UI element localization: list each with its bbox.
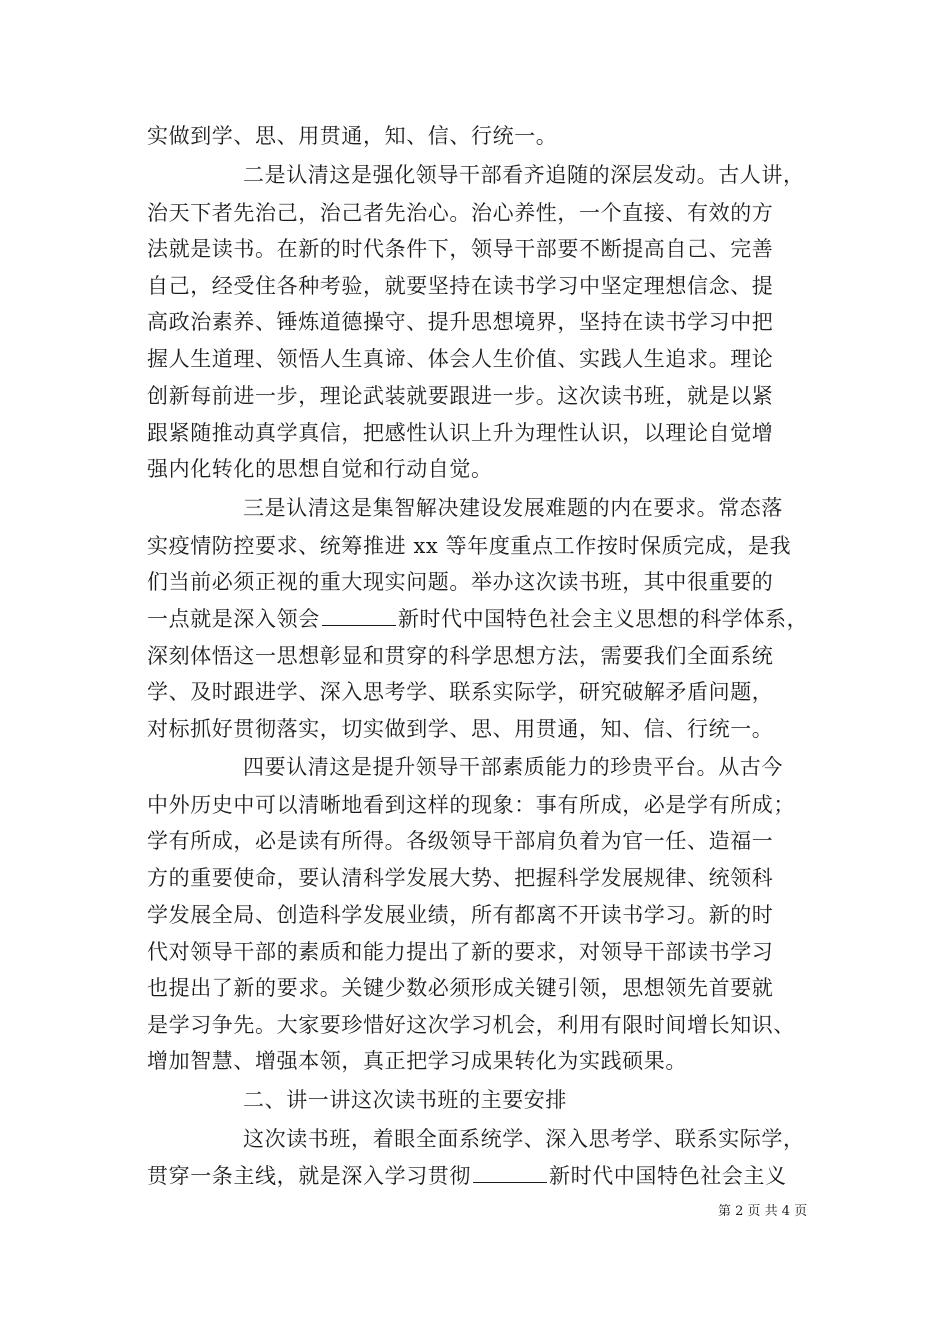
text-line: 强内化转化的思想自觉和行动自觉。 — [147, 457, 493, 481]
text-line: 握人生道理、领悟人生真谛、体会人生价值、实践人生追求。理论 — [147, 347, 774, 371]
text-line: 代对领导干部的素质和能力提出了新的要求，对领导干部读书学习 — [147, 940, 774, 964]
text-line: 对标抓好贯彻落实，切实做到学、思、用贯通，知、信、行统一。 — [147, 717, 774, 741]
text-line: 四要认清这是提升领导干部素质能力的珍贵平台。从古今 — [243, 755, 783, 779]
text-segment: 贯穿一条主线，就是深入学习贯彻 — [147, 1164, 471, 1188]
text-line: 学、及时跟进学、深入思考学、联系实际学，研究破解矛盾问题， — [147, 680, 774, 704]
text-line: 治天下者先治己，治己者先治心。治心养性，一个直接、有效的方 — [147, 201, 774, 225]
text-line: 跟紧随推动真学真信，把感性认识上升为理性认识，以理论自觉增 — [147, 421, 774, 445]
page-number: 第 2 页 共 4 页 — [718, 1204, 808, 1219]
text-line-with-blank — [147, 1164, 787, 1188]
text-line: 这次读书班，着眼全面系统学、深入思考学、联系实际学， — [243, 1127, 805, 1151]
text-line: 中外历史中可以清晰地看到这样的现象：事有所成，必是学有所成； — [147, 793, 795, 817]
redacted-blank — [473, 1164, 547, 1183]
text-line-with-blank — [147, 607, 808, 631]
section-heading: 二、讲一讲这次读书班的主要安排 — [243, 1088, 567, 1112]
text-line: 三是认清这是集智解决建设发展难题的内在要求。常态落 — [243, 496, 783, 520]
text-line: 高政治素养、锤炼道德操守、提升思想境界，坚持在读书学习中把 — [147, 310, 774, 334]
text-line: 学有所成，必是读有所得。各级领导干部肩负着为官一任、造福一 — [147, 829, 774, 853]
text-line: 创新每前进一步，理论武装就要跟进一步。这次读书班，就是以紧 — [147, 384, 774, 408]
text-line: 法就是读书。在新的时代条件下，领导干部要不断提高自己、完善 — [147, 237, 774, 261]
text-line: 实疫情防控要求、统筹推进 xx 等年度重点工作按时保质完成，是我 — [147, 534, 792, 558]
text-line: 增加智慧、增强本领，真正把学习成果转化为实践硕果。 — [147, 1049, 687, 1073]
text-segment: 新时代中国特色社会主义 — [549, 1164, 787, 1188]
text-line: 是学习争先。大家要珍惜好这次学习机会，利用有限时间增长知识、 — [147, 1013, 795, 1037]
text-line: 们当前必须正视的重大现实问题。举办这次读书班，其中很重要的 — [147, 570, 774, 594]
text-line: 学发展全局、创造科学发展业绩，所有都离不开读书学习。新的时 — [147, 903, 774, 927]
text-line: 二是认清这是强化领导干部看齐追随的深层发动。古人讲， — [243, 163, 805, 187]
text-line: 方的重要使命，要认清科学发展大势、把握科学发展规律、统领科 — [147, 866, 774, 890]
text-segment: 新时代中国特色社会主义思想的科学体系， — [397, 607, 809, 631]
text-line: 自己，经受住各种考验，就要坚持在读书学习中坚定理想信念、提 — [147, 274, 774, 298]
redacted-blank — [322, 607, 396, 626]
text-segment: 一点就是深入领会 — [147, 607, 320, 631]
text-line: 深刻体悟这一思想彰显和贯穿的科学思想方法，需要我们全面系统 — [147, 644, 774, 668]
text-line: 实做到学、思、用贯通，知、信、行统一。 — [147, 124, 558, 148]
text-line: 也提出了新的要求。关键少数必须形成关键引领，思想领先首要就 — [147, 976, 774, 1000]
